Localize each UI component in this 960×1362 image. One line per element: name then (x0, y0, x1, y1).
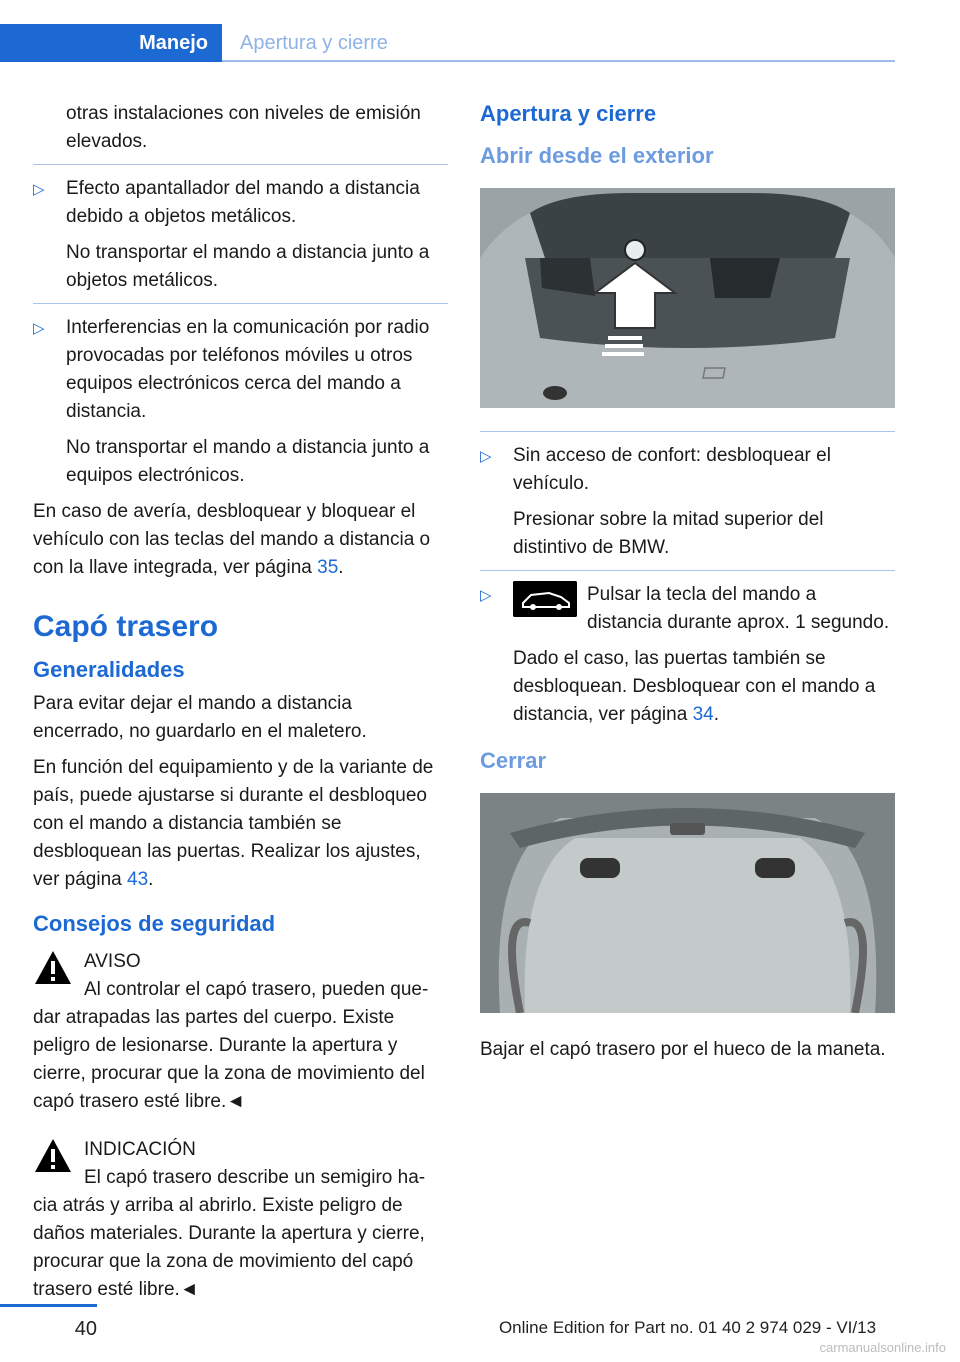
heading-capo-trasero: Capó trasero (33, 610, 219, 643)
trunk-lid-open-illustration (480, 188, 895, 408)
page-link-34[interactable]: 34 (692, 704, 714, 725)
right-column (480, 100, 895, 1072)
warning-title: AVISO (84, 951, 141, 972)
notice-block: INDICACIÓN El capó trasero describe un semigiro ha- cia atrás y arriba al abrirlo. Existe peligro de daños materiales. Durante la apertura y cierre, procurar que la zona de movimiento del capó trasero esté libre.◄ (33, 1136, 448, 1304)
list-item: ▷ Sin acceso de confort: desbloquear el vehículo. Presionar sobre la mitad superior del distintivo de BMW. (480, 445, 831, 558)
fault-paragraph: En caso de avería, desbloquear y bloquear el vehículo con las teclas del mando a distancia o con la llave integrada, ver página 35. (33, 501, 431, 578)
close-paragraph: Bajar el capó trasero por el hueco de la maneta. (480, 1039, 886, 1060)
warning-triangle-icon (33, 948, 73, 988)
unlock-paragraph: Dado el caso, las puertas también se desbloquean. Desbloquear con el mando a distancia, ver página 34. (513, 648, 876, 725)
heading-consejos-seguridad: Consejos de seguridad (33, 911, 276, 936)
subsection-tab[interactable]: Apertura y cierre (240, 31, 388, 54)
page-link-35[interactable]: 35 (317, 557, 339, 578)
footer-rule (0, 1304, 97, 1307)
bullet-triangle-icon: ▷ (33, 181, 45, 198)
watermark: carmanualsonline.info (819, 1340, 946, 1355)
list-divider (480, 570, 895, 571)
general-paragraph-1: Para evitar dejar el mando a distancia encerrado, no guardarlo en el maletero. (33, 693, 367, 742)
heading-abrir-exterior: Abrir desde el exterior (480, 143, 714, 168)
section-tab[interactable]: Manejo (0, 24, 222, 62)
bullet-triangle-icon: ▷ (480, 448, 492, 465)
list-item: ▷ Pulsar la tecla del mando a distancia durante aprox. 1 segundo. Dado el caso, las puertas también se desbloquean. Desbloquear con el mando a distancia, ver página 34. (480, 581, 895, 729)
list-divider (33, 303, 448, 304)
header-rule (222, 60, 895, 62)
general-paragraph-2: En función del equipamiento y de la variante de país, puede ajustarse si durante el desbloqueo con el mando a distancia también se desbloquean las puertas. Realizar los ajustes, ver página 43. (33, 757, 434, 890)
heading-cerrar: Cerrar (480, 748, 547, 773)
bullet-triangle-icon: ▷ (480, 587, 492, 604)
list-divider (480, 431, 895, 432)
bullet-triangle-icon: ▷ (33, 320, 45, 337)
heading-generalidades: Generalidades (33, 657, 185, 682)
page-link-43[interactable]: 43 (127, 869, 149, 890)
trunk-key-button-icon (513, 581, 577, 617)
trunk-lid-close-illustration (480, 793, 895, 1013)
continued-text: otras instalaciones con niveles de emisión elevados. (66, 103, 421, 152)
notice-title: INDICACIÓN (84, 1139, 196, 1160)
edition-text: Online Edition for Part no. 01 40 2 974 029 - VI/13 (498, 1318, 877, 1337)
list-item: ▷ Efecto apantallador del mando a distancia debido a objetos metálicos. No transportar el mando a distancia junto a objetos metálicos. (33, 178, 430, 291)
warning-block: AVISO Al controlar el capó trasero, pueden que- dar atrapadas las partes del cuerpo. Existe peligro de lesionarse. Durante la apertura y cierre, procurar que la zona de movimiento del capó trasero esté libre.◄ (33, 948, 448, 1116)
page-header (0, 24, 895, 62)
list-divider (33, 164, 448, 165)
page-number: 40 (74, 1318, 97, 1340)
left-column (33, 100, 448, 1320)
heading-apertura-cierre: Apertura y cierre (480, 101, 657, 126)
list-item: ▷ Interferencias en la comunicación por radio provocadas por teléfonos móviles u otros equipos electrónicos cerca del mando a distancia. No transportar el mando a distancia junto a equipos electrónicos. (33, 317, 430, 486)
warning-triangle-icon (33, 1136, 73, 1176)
